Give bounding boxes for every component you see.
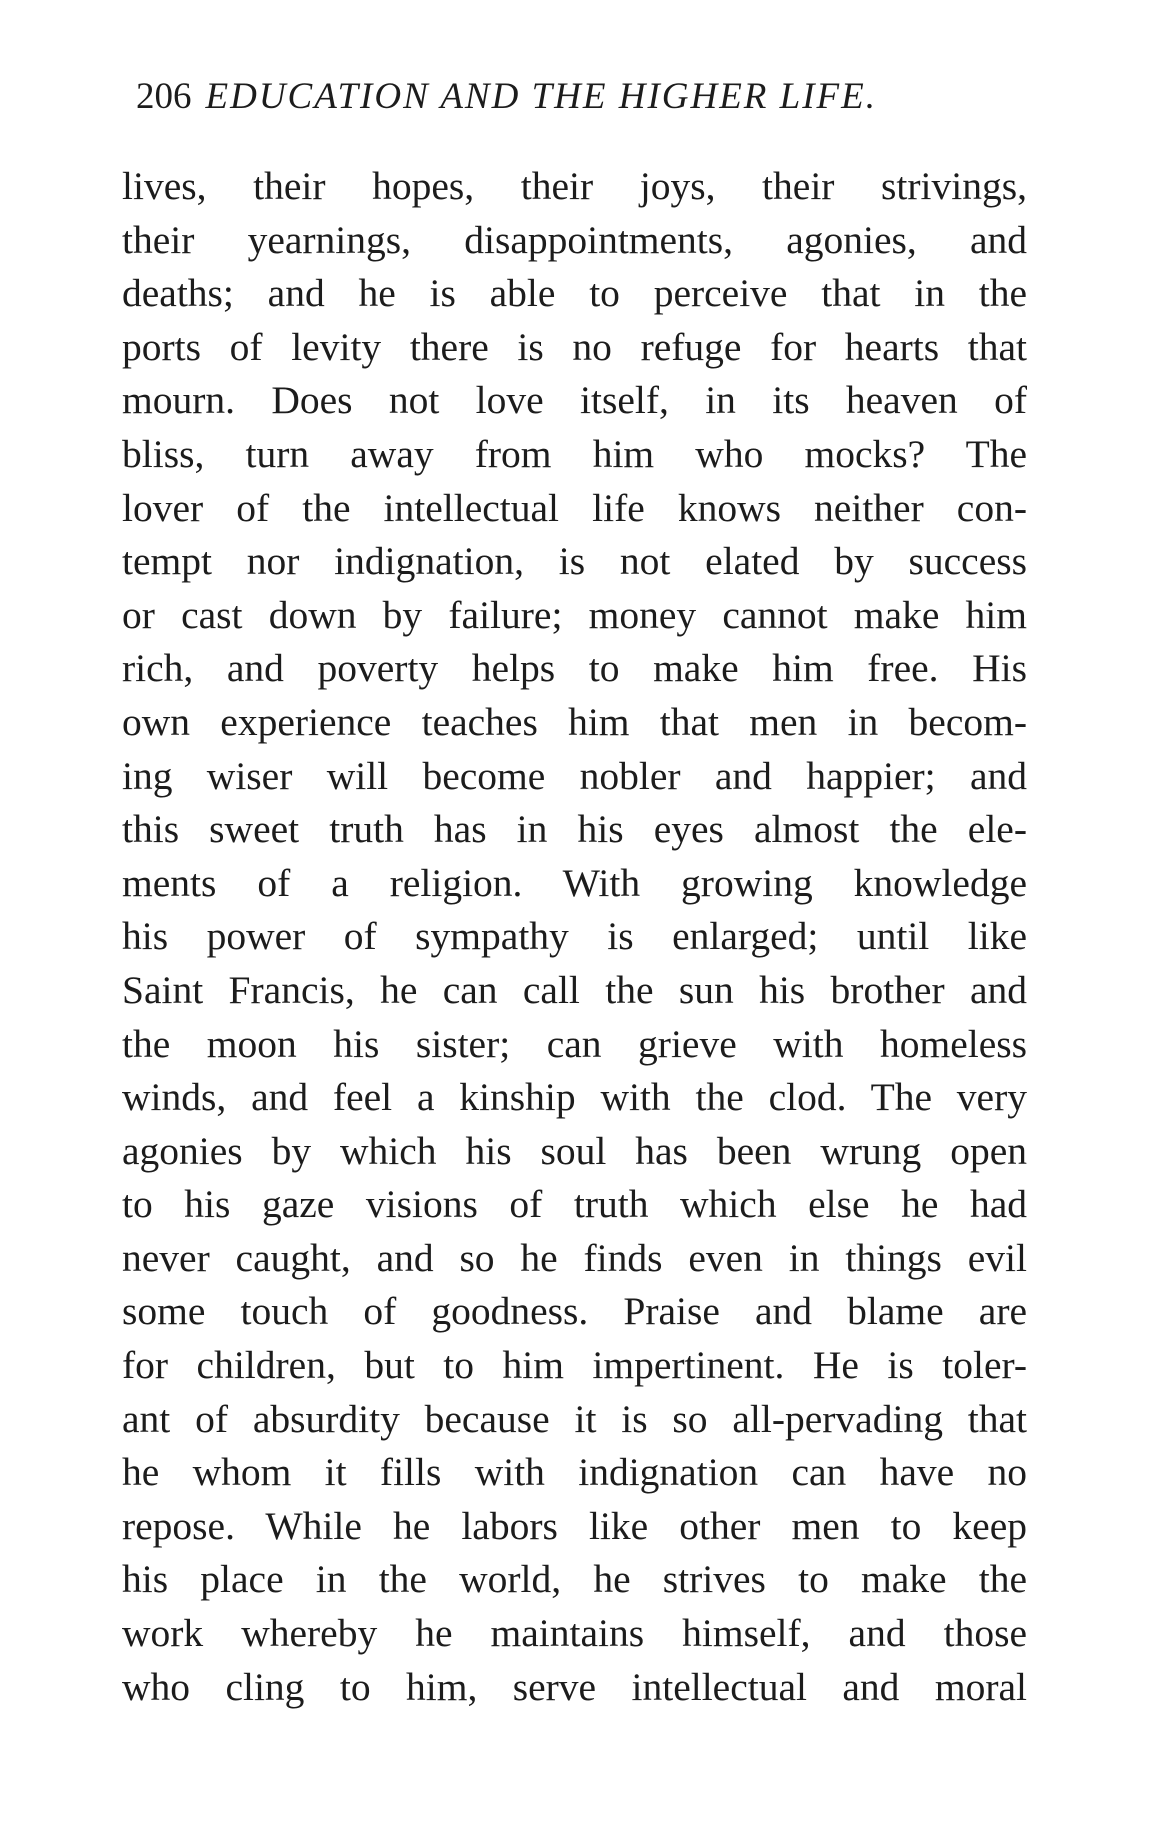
text-line: ments of a religion. With growing knowledge bbox=[122, 860, 1027, 905]
text-line: lives, their hopes, their joys, their strivings, bbox=[122, 164, 1027, 208]
text-line: deaths; and he is able to perceive that in the bbox=[122, 271, 1027, 316]
text-line: ports of levity there is no refuge for hearts that bbox=[122, 324, 1027, 369]
text-line: this sweet truth has in his eyes almost the ele- bbox=[122, 807, 1027, 852]
text-line: for children, but to him impertinent. He is toler- bbox=[122, 1343, 1027, 1388]
text-line: mourn. Does not love itself, in its heaven of bbox=[122, 378, 1027, 423]
text-line: his power of sympathy is enlarged; until like bbox=[122, 914, 1027, 959]
text-line: his place in the world, he strives to make the bbox=[122, 1557, 1027, 1602]
running-title: EDUCATION AND THE HIGHER LIFE. bbox=[205, 76, 878, 117]
body-text bbox=[122, 160, 1027, 1714]
text-line: or cast down by failure; money cannot make him bbox=[122, 592, 1027, 637]
text-line: ant of absurdity because it is so all-pervading that bbox=[122, 1396, 1027, 1441]
text-line: some touch of goodness. Praise and blame are bbox=[122, 1289, 1027, 1334]
text-line: winds, and feel a kinship with the clod. The very bbox=[122, 1075, 1027, 1120]
text-line: repose. While he labors like other men to keep bbox=[122, 1503, 1027, 1548]
text-line: tempt nor indignation, is not elated by success bbox=[122, 539, 1027, 584]
text-line: the moon his sister; can grieve with homeless bbox=[122, 1021, 1027, 1066]
text-line: own experience teaches him that men in becom- bbox=[122, 699, 1027, 744]
text-line: lover of the intellectual life knows neither con- bbox=[122, 485, 1027, 530]
text-line: Saint Francis, he can call the sun his brother and bbox=[122, 967, 1027, 1012]
text-line: who cling to him, serve intellectual and moral bbox=[122, 1664, 1027, 1709]
text-line: to his gaze visions of truth which else he had bbox=[122, 1182, 1027, 1227]
text-line: never caught, and so he finds even in things evil bbox=[122, 1235, 1027, 1280]
text-line: rich, and poverty helps to make him free. His bbox=[122, 646, 1027, 691]
text-line: bliss, turn away from him who mocks? The bbox=[122, 431, 1027, 476]
page-number: 206 bbox=[136, 76, 192, 117]
text-line: ing wiser will become nobler and happier; and bbox=[122, 753, 1027, 798]
page-header bbox=[136, 72, 877, 122]
text-line: their yearnings, disappointments, agonies, and bbox=[122, 217, 1027, 262]
text-line: agonies by which his soul has been wrung open bbox=[122, 1128, 1027, 1173]
text-line: work whereby he maintains himself, and those bbox=[122, 1611, 1027, 1656]
text-line: he whom it fills with indignation can have no bbox=[122, 1450, 1027, 1495]
